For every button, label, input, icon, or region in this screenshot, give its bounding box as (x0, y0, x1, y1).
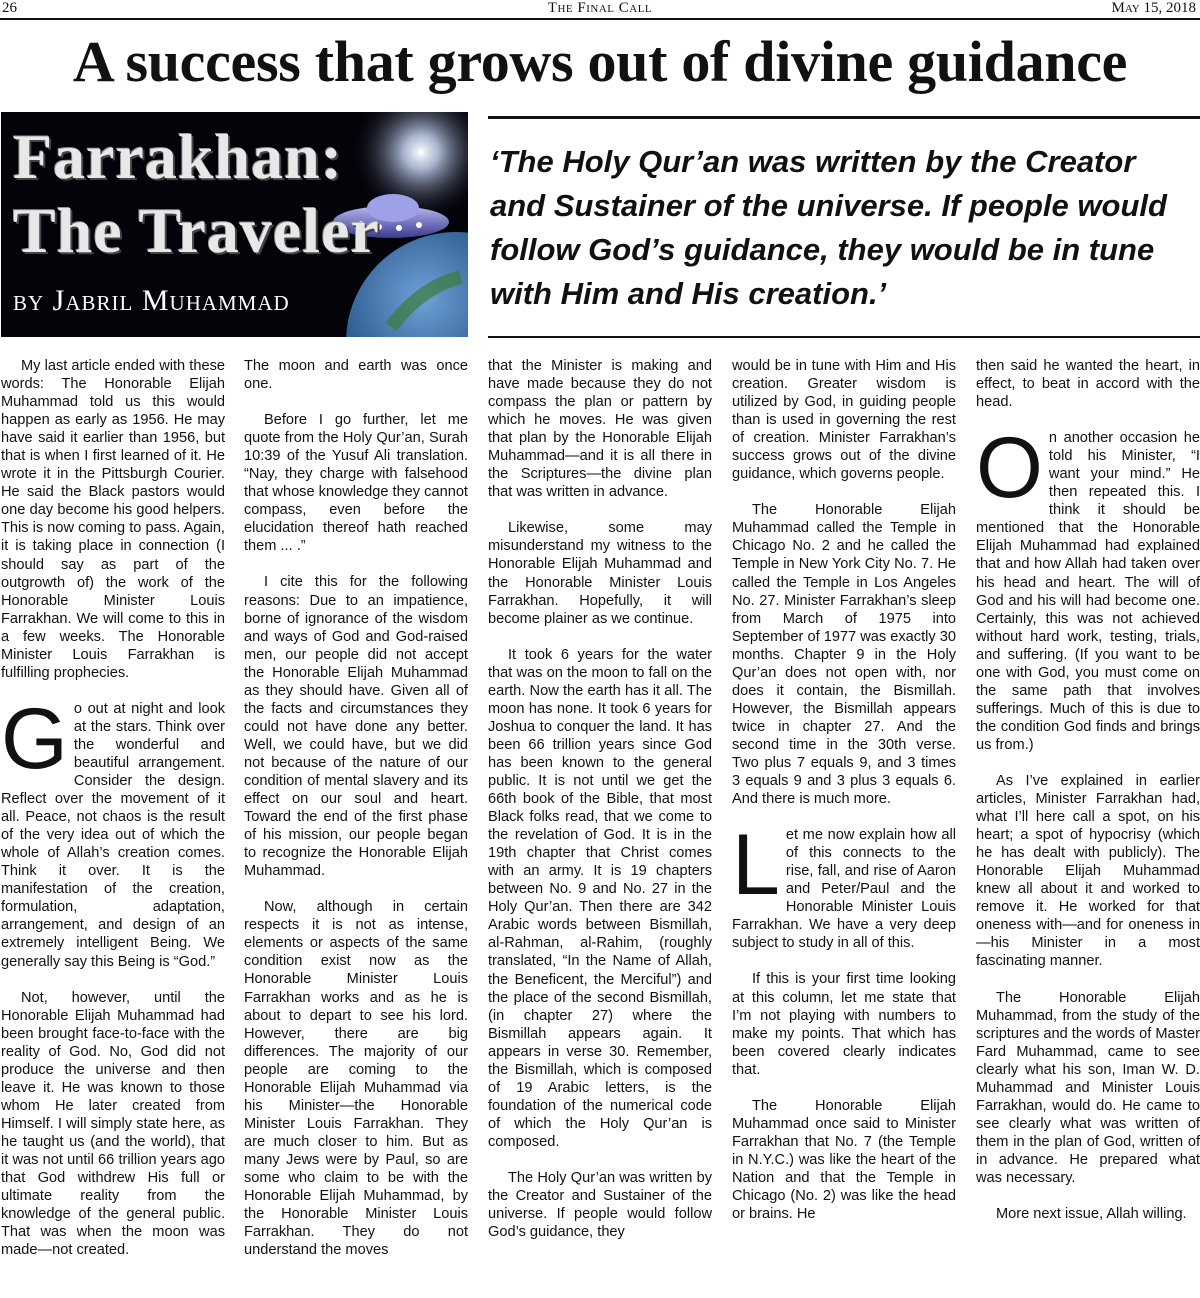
paragraph: My last article ended with these words: The Honorable Elijah Muhammad told us this would happen as early as 1956. He may have said it earlier than 1956, but that is when I first learned of it. He wrote it in the Pittsburgh Courier. He said the Black pastors would one day become his good helpers. This is now coming to pass. Again, it is taking place in connection (I should say as part of the outgrowth of) the work of the Honorable Minister Louis Farrakhan. We will come to this in a few weeks. The Honorable Minister Louis Farrakhan is fulfilling prophecies. (1, 358, 225, 681)
pull-quote-rule-bottom (488, 336, 1200, 338)
paragraph: Now, although in certain respects it is not as intense, elements or aspects of the same condition exist now as the Honorable Minister Louis Farrakhan works and as he is about to depart to see his lord. However, there are big differences. The majority of our people are coming to the Honorable Elijah Muhammad via his Minister—the Honorable Minister Louis Farrakhan. They are much closer to him. But as many Jews were by Paul, so are some who claim to be with the Honorable Elijah Muhammad, by the Honorable Minister Louis Farrakhan. They do not understand the moves (244, 899, 468, 1259)
paragraph-text: o out at night and look at the stars. Think over the wonderful and beautiful arrangement. Consider the design. Reflect over the movement of it all. Peace, not chaos is the result of the very idea out of which the whole of Allah’s creation comes. Think it over. It is the manifestation of the creation, formulation, adaptation, arrangement, and design of an extremely intelligent Being. We generally say this Being is “God.” (1, 700, 225, 970)
banner-title-line2: The Traveler (13, 195, 380, 266)
paragraph (976, 420, 1200, 754)
page-number: 26 (2, 0, 17, 16)
paragraph: then said he wanted the heart, in effect, to beat in accord with the head. (976, 358, 1200, 411)
drop-cap: L (732, 817, 780, 914)
banner-byline: by Jabril Muhammad (13, 284, 290, 317)
article-column-5 (976, 357, 1200, 1297)
paragraph: More next issue, Allah willing. (996, 1206, 1187, 1223)
article-column-3 (488, 357, 712, 1297)
drop-cap: O (976, 420, 1043, 517)
paragraph: It took 6 years for the water that was on the moon to fall on the earth. Now the earth has it all. The moon has none. It took 6 years for Joshua to conquer the land. It has been 66 trillion years since God has been known to the general public. It is not until we get the 66th book of the Bible, that most Black folks read, that we come to the revelation of God. It is in the 19th chapter that Christ comes with an army. It is 19 chapters between No. 9 and No. 27 in the Holy Qur’an. Then there are 342 Arabic words between Bismillah, al-Rahman, al-Rahim, (roughly translated, “In the Name of Allah, the Beneficent, the Merciful”) and the place of the second Bismillah, (in chapter 27) where the Bismillah appears again. It appears in verse 30. Remember, the Bismillah, which is composed of 19 Arabic letters, is the foundation of the numerical code of which the Holy Qur’an is composed. (488, 646, 712, 1150)
pull-quote: ‘The Holy Qur’an was written by the Creator and Sustainer of the universe. If people would follow God’s guidance, they would be in tune with Him and His creation.’ (490, 144, 1167, 311)
paragraph-text: et me now explain how all of this connects to the rise, fall, and rise of Aaron and Peter/Paul and the Honorable Minister Louis Farrakhan. We have a very deep subject to study in all of this. (732, 827, 956, 952)
paragraph: The Honorable Elijah Muhammad once said to Minister Farrakhan that No. 7 (the Temple in N.Y.C.) was like the heart of the Nation and that the Temple in Chicago (No. 2) was like the head or brains. He (732, 1097, 956, 1223)
page-header (0, 0, 1200, 20)
issue-date: May 15, 2018 (1111, 0, 1196, 16)
paragraph: Likewise, some may misunderstand my witness to the Honorable Elijah Muhammad and the Honorable Minister Louis Farrakhan. Hopefully, it will become plainer as we continue. (488, 520, 712, 627)
paragraph (1, 690, 225, 971)
headline: A success that grows out of divine guidance (72, 29, 1128, 94)
article-column-1 (1, 357, 225, 1297)
drop-cap: G (1, 690, 68, 787)
paragraph: As I’ve explained in earlier articles, Minister Farrakhan had, what I’ll here call a spot, on his heart; a spot of hypocrisy (which he has dealt with publicly). The Honorable Elijah Muhammad knew all about it and worked to remove it. He worked for that oneness with—and for oneness in—his Minister in a most fascinating manner. (976, 772, 1200, 970)
article-column-2 (244, 357, 468, 1297)
paragraph: The Holy Qur’an was written by the Creator and Sustainer of the universe. If people would follow God’s guidance, they (488, 1169, 712, 1241)
pull-quote-rule-top (488, 116, 1200, 119)
paragraph (732, 817, 956, 952)
column-banner (1, 112, 468, 337)
paragraph: Not, however, until the Honorable Elijah Muhammad had been brought face-to-face with the reality of God. No, God did not produce the universe and then leave it. He was known to those whom He later created from Himself. I will simply state here, as he taught us (and the world), that it was not until 66 trillion years ago that God withdrew His full or ultimate reality from the knowledge of the general public. That was when the moon was made—not created. (1, 989, 225, 1259)
paragraph: The moon and earth was once one. (244, 358, 468, 393)
paragraph-text: n another occasion he told his Minister, “I want your mind.” He then repeated this. I think it should be mentioned that the Honorable Elijah Muhammad had explained that and how Allah had taken over his head and heart. The will of God and his will had become one. Certainly, this was not achieved without hard work, testing, trials, and suffering. (If you want to be one with God, you must come on the same path that involves sufferings. Much of this is due to the condition God finds and brings us from.) (976, 430, 1200, 753)
paragraph: that the Minister is making and have made because they do not compass the plan or pattern by which he moves. He was given that plan by the Honorable Elijah Muhammad—and it is all there in the Scriptures—the divine plan that was written in advance. (488, 358, 712, 501)
paragraph: would be in tune with Him and His creation. Greater wisdom is utilized by God, in guiding people than is used in governing the rest of creation. Minister Farrakhan’s success grows out of the divine guidance, which governs people. (732, 358, 956, 483)
paragraph: Before I go further, let me quote from the Holy Qur’an, Surah 10:39 of the Yusuf Ali translation. “Nay, they charge with falsehood that whose knowledge they cannot compass, even before the elucidation thereof hath reached them ... .” (244, 412, 468, 555)
paragraph: The Honorable Elijah Muhammad called the Temple in Chicago No. 2 and he called the Temple in New York City No. 7. He called the Temple in Los Angeles No. 27. Minister Farrakhan’s sleep from March of 1975 into September of 1977 was exactly 30 months. Chapter 9 in the Holy Qur’an does not open with, nor does it contain, the Bismillah. However, the Bismillah appears twice in chapter 27. And the second time in the 30th verse. Two plus 7 equals 9, and 3 times 3 equals 9 and 3 plus 3 equals 6. And there is much more. (732, 502, 956, 808)
paragraph: I cite this for the following reasons: Due to an impatience, borne of ignorance of the wisdom and ways of God and God-raised men, our people did not accept the Honorable Elijah Muhammad as they should have. Given all of the facts and circumstances they could not have done any better. Well, we could have, but we did not because of the nature of our condition of mental slavery and its effect on our soul and heart. Toward the end of the first phase of his mission, our people began to recognize the Honorable Elijah Muhammad. (244, 574, 468, 880)
paragraph: If this is your first time looking at this column, let me state that I’m not playing with numbers to make my points. That which has been covered clearly indicates that. (732, 971, 956, 1078)
article-column-4 (732, 357, 956, 1297)
banner-title-line1: Farrakhan: (13, 121, 343, 192)
publication-name: The Final Call (547, 0, 653, 16)
paragraph: The Honorable Elijah Muhammad, from the study of the scriptures and the words of Master Fard Muhammad, came to see clearly what his son, Iman W. D. Muhammad and Minister Louis Farrakhan, would do. He came to see clearly what was written of them in the plan of God, written of in advance. He prepared what was necessary. (976, 989, 1200, 1186)
